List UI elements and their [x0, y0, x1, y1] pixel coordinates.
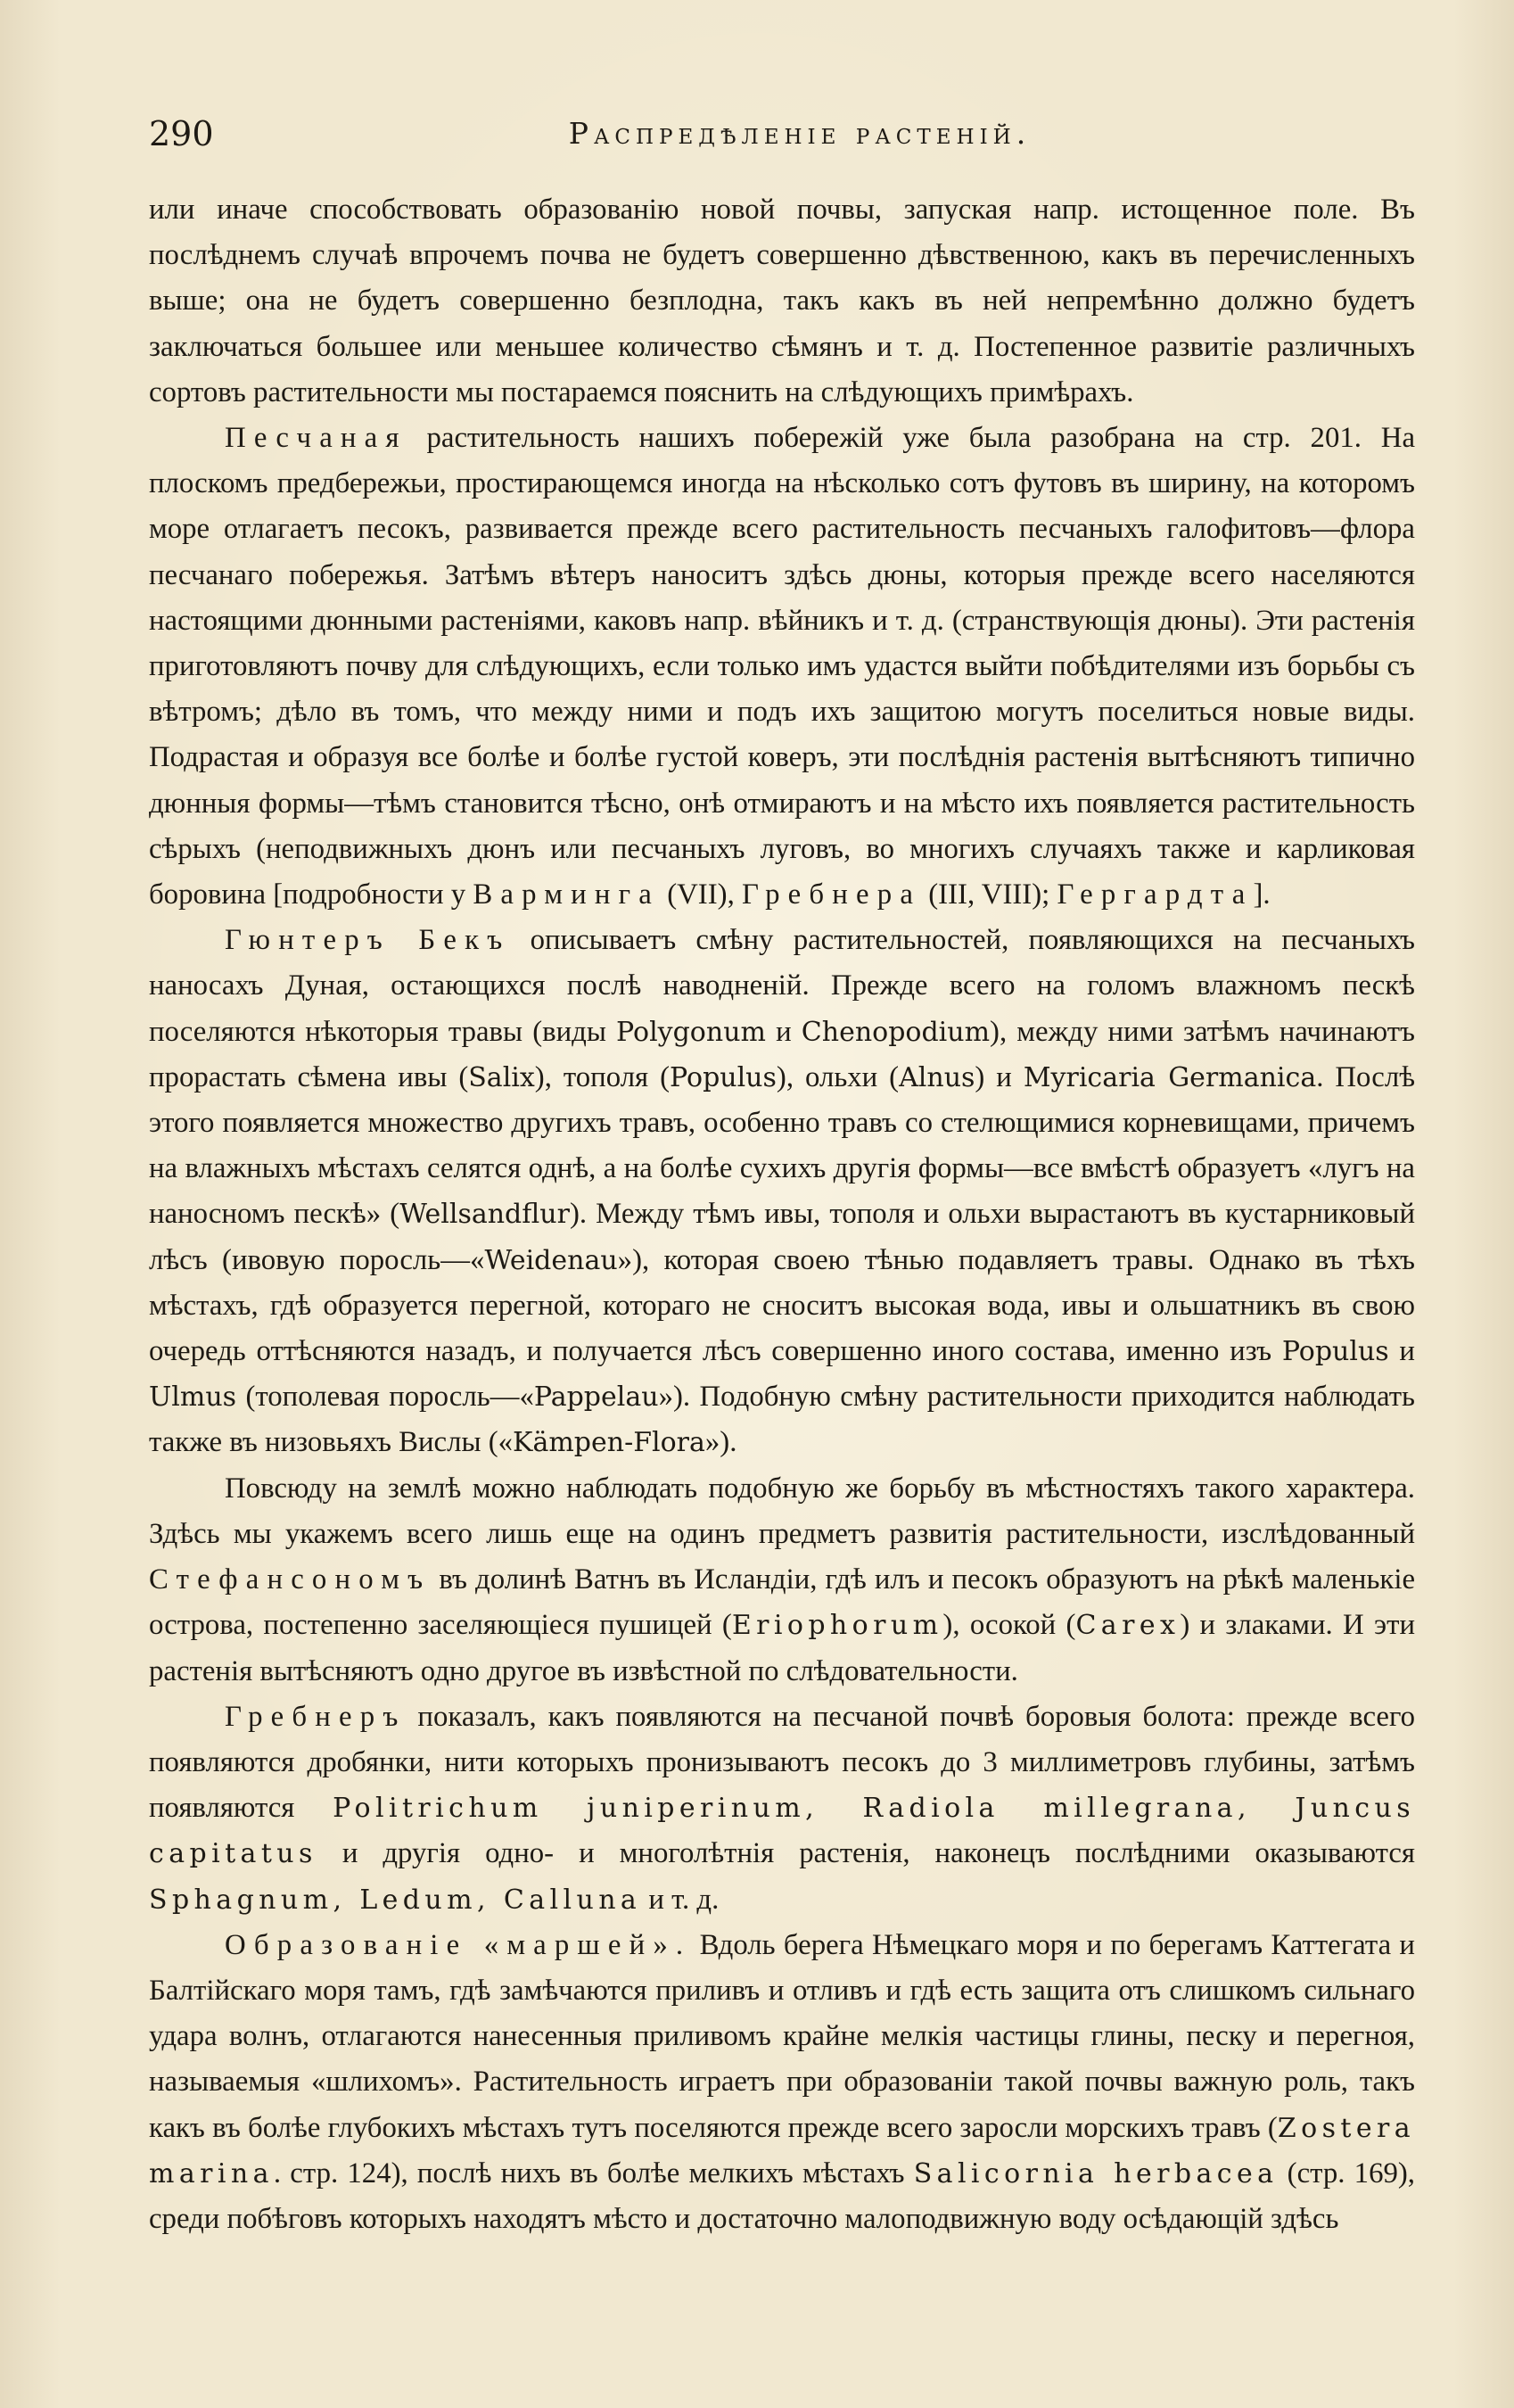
text-run: или иначе способствовать образованію новой почвы, запуская напр. истощенное поле. Въ послѣднемъ случаѣ впрочемъ почва не будетъ совершенно дѣвственною, какъ въ перечисленныхъ выше; она не будетъ совершенно безплодна, такъ какъ въ ней непремѣнно должно будетъ заключаться большее или меньшее количество сѣмянъ и т. д. Постепенное развитіе различныхъ сортовъ растительности мы постараемся пояснить на слѣдующихъ примѣрахъ. — [149, 194, 1415, 408]
latin-term: Alnus — [899, 1061, 975, 1093]
page-number: 290 — [149, 114, 214, 153]
text-run: . Послѣ этого появляется множество другихъ травъ, особенно травъ со стелющимися корневищами, причемъ на влажныхъ мѣстахъ селятся однѣ, а на болѣе сухихъ другія формы—все вмѣстѣ образуетъ «лугъ на наносномъ пескѣ» ( — [149, 1060, 1416, 1231]
text-run: и — [765, 1015, 802, 1048]
latin-term: Populus — [670, 1061, 777, 1093]
text-run: ), тополя ( — [534, 1060, 671, 1093]
author-name: Варминга — [473, 878, 660, 911]
text-run: ) и злаками. И эти растенія вытѣсняютъ одно другое въ извѣстной по слѣдовательности. — [149, 1609, 1415, 1687]
text-run: описываетъ смѣну растительностей, появляющихся на песчаныхъ наносахъ Дуная, остающихся послѣ наводненій. Прежде всего на голомъ влажномъ пескѣ поселяются нѣкоторыя травы (виды — [149, 924, 1415, 1048]
body-text — [149, 187, 1415, 2242]
text-run: въ долинѣ Ватнъ въ Исландіи, гдѣ илъ и песокъ образуютъ на рѣкѣ маленькіе острова, постепенно заселяющіеся пушицей ( — [149, 1563, 1415, 1642]
author-name: Гребнера — [741, 878, 922, 911]
latin-term: Myricaria Germanica — [1023, 1061, 1317, 1093]
text-run: растительность нашихъ побережій уже была разобрана на стр. 201. На плоскомъ предбережьи, простирающемся иногда на нѣсколько сотъ футовъ въ ширину, на которомъ море отлагаетъ песокъ, развивается прежде всего растительность песчаныхъ галофитовъ—флора песчанаго побережья. Затѣмъ вѣтеръ наноситъ здѣсь дюны, которыя прежде всего населяются настоящими дюнными растеніями, каковъ напр. вѣйникъ и т. д. (странствующія дюны). Эти растенія приготовляютъ почву для слѣдующихъ, если только имъ удастся выйти побѣдителями изъ борьбы съ вѣтромъ; дѣло въ томъ, что между ними и подъ ихъ защитою могутъ поселиться новые виды. Подрастая и образуя все болѣе и болѣе густой коверъ, эти послѣднія растенія вытѣсняютъ типично дюнныя формы—тѣмъ становится тѣсно, онѣ отмираютъ и на мѣсто ихъ появляется растительность сѣрыхъ (неподвижныхъ дюнъ или песчаныхъ луговъ, во многихъ случаяхъ также и карликовая боровина [подробности у — [149, 422, 1415, 911]
latin-term: Chenopodium — [801, 1016, 991, 1048]
text-run: »), которая своею тѣнью подавляетъ травы. Однако въ тѣхъ мѣстахъ, гдѣ образуется перегной, котораго не сноситъ высокая вода, ивы и ольшатникъ въ свою очередь оттѣсняются назадъ, и получается лѣсъ совершенно иного состава, именно изъ — [149, 1243, 1415, 1368]
latin-term: Carex — [1075, 1610, 1181, 1642]
text-run: (тополевая поросль—« — [236, 1381, 534, 1414]
section-heading: Образованіе «маршей». — [225, 1928, 692, 1961]
latin-term: Weidenau — [484, 1244, 618, 1276]
latin-term: Wellsandflur — [399, 1199, 570, 1231]
author-name: Стефансономъ — [149, 1563, 432, 1596]
latin-term: Pappelau — [533, 1381, 659, 1414]
text-run: Повсюду на землѣ можно наблюдать подобную же борьбу въ мѣстностяхъ такого характера. Здѣсь мы укажемъ всего лишь еще на одинъ предметъ развитія растительности, изслѣдованный — [149, 1472, 1415, 1550]
paragraph-danube-succession — [149, 918, 1415, 1465]
paragraph-bog-formation — [149, 1695, 1415, 1923]
author-name: Гюнтеръ Бекъ — [225, 924, 511, 957]
latin-term: Politrichum juniperinum, Radiola millegrana, Juncus capitatus — [149, 1793, 1415, 1870]
latin-term: Eriophorum — [731, 1610, 943, 1642]
latin-term: Kämpen-Flora — [513, 1427, 705, 1459]
text-run: »). — [704, 1426, 737, 1459]
paragraph-sand-vegetation — [149, 416, 1415, 918]
text-run: ), осокой ( — [942, 1609, 1076, 1642]
text-run: ), между ними затѣмъ начинаютъ прорастать сѣмена ивы ( — [149, 1015, 1416, 1093]
text-run: Вдоль берега Нѣмецкаго моря и по берегамъ Каттегата и Балтійскаго моря тамъ, гдѣ замѣчаются приливъ и отливъ и гдѣ есть защита отъ слишкомъ сильнаго удара волнъ, отлагаются нанесенныя приливомъ крайне мелкія частицы глины, песку и перегноя, называемыя «шлихомъ». Растительность играетъ при образованіи такой почвы важную роль, такъ какъ въ болѣе глубокихъ мѣстахъ тутъ поселяются прежде всего заросли морскихъ травъ ( — [149, 1928, 1415, 2144]
paragraph-iceland — [149, 1466, 1415, 1695]
paragraph-continued — [149, 187, 1415, 416]
text-run: и другія одно- и многолѣтнія растенія, наконецъ послѣдними оказываются — [317, 1837, 1415, 1870]
latin-term: Ulmus — [149, 1381, 237, 1414]
latin-term: Sphagnum, Ledum, Calluna — [149, 1884, 642, 1916]
spaced-term: Песчаная — [225, 422, 407, 455]
text-run: (III, VIII); — [921, 878, 1057, 911]
latin-term: Zostera marina — [149, 2112, 1415, 2189]
text-run: . стр. 124), послѣ нихъ въ болѣе мелкихъ мѣстахъ — [273, 2156, 914, 2189]
text-run: и — [1388, 1335, 1415, 1368]
author-name: Гребнеръ — [225, 1700, 407, 1733]
author-name: Гергардта — [1057, 878, 1254, 911]
page-header — [149, 107, 1415, 161]
text-run: »). Подобную смѣну растительности приходится наблюдать также въ низовьяхъ Вислы (« — [149, 1381, 1415, 1459]
text-run: и т. д. — [641, 1883, 720, 1916]
text-run: (стр. 169), среди побѣговъ которыхъ находятъ мѣсто и достаточно малоподвижную воду осѣдающій здѣсь — [149, 2156, 1415, 2235]
latin-term: Populus — [1281, 1336, 1389, 1368]
text-run: ), ольхи ( — [776, 1060, 900, 1093]
latin-term: Polygonum — [616, 1016, 766, 1048]
paragraph-marsh-formation — [149, 1923, 1415, 2242]
latin-term: Salicornia herbacea — [913, 2157, 1279, 2189]
running-title: Распредѣленіе растеній. — [568, 116, 1032, 151]
text-run: ) и — [975, 1060, 1024, 1093]
text-run: ]. — [1253, 878, 1271, 911]
latin-term: Salix — [468, 1061, 535, 1093]
text-run: (VII), — [660, 878, 742, 911]
text-run: ). Между тѣмъ ивы, тополя и ольхи вырастаютъ въ кустарниковый лѣсъ (ивовую поросль—« — [149, 1198, 1415, 1276]
text-run: показалъ, какъ появляются на песчаной почвѣ боровыя болота: прежде всего появляются дробянки, нити которыхъ пронизываютъ песокъ до 3 миллиметровъ глубины, затѣмъ появляются — [149, 1700, 1415, 1825]
